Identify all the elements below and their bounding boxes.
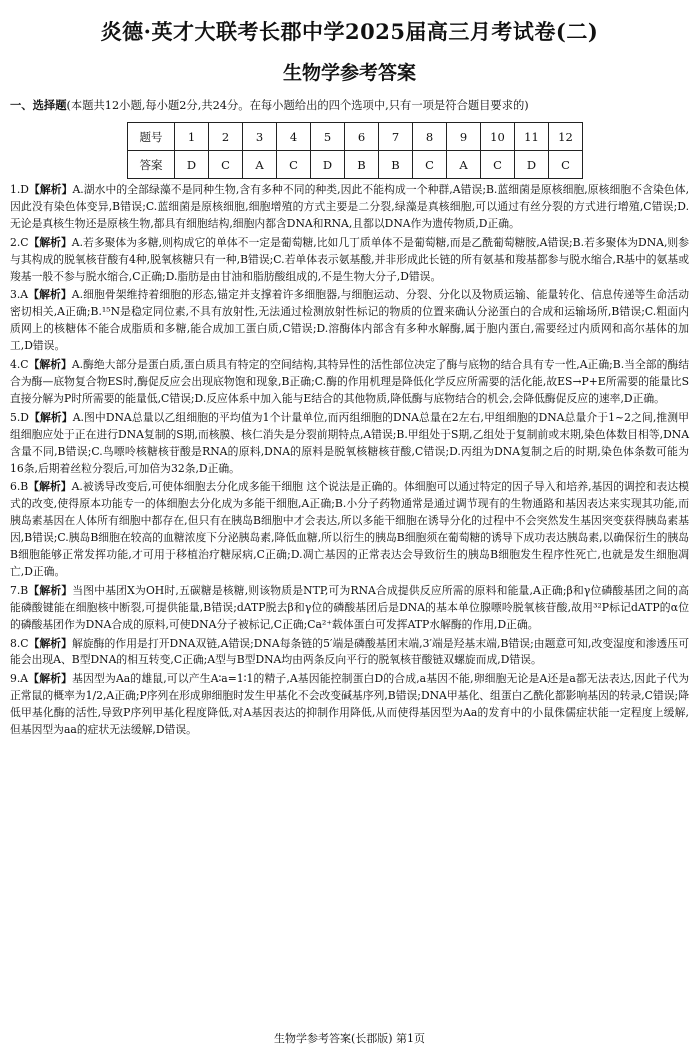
section-label: 一、选择题	[10, 99, 67, 112]
question-number: 6	[345, 123, 379, 151]
explanation-item	[10, 357, 689, 408]
item-text: 解旋酶的作用是打开DNA双链,A错误;DNA每条链的5′端是磷酸基团末端,3′端是羟基末端,B错误;由题意可知,改变湿度和渗透压可能会出现A、B型DNA的相互转变,C正确;A型与B型DNA均由两条反向平行的脱氧核苷酸链双螺旋而成,D错误。	[10, 636, 689, 667]
explanation-item	[10, 479, 689, 580]
answer-cell: D	[175, 151, 209, 179]
item-number: 3.A	[10, 288, 29, 302]
analysis-tag: 【解析】	[28, 636, 72, 650]
section-note: (本题共12小题,每小题2分,共24分。在每小题给出的四个选项中,只有一项是符合题目要求的)	[66, 99, 529, 112]
answer-cell: B	[345, 151, 379, 179]
item-text: A.细胞骨架维持着细胞的形态,锚定并支撑着许多细胞器,与细胞运动、分裂、分化以及物质运输、能量转化、信息传递等生命活动密切相关,A正确;B.¹⁵N是稳定同位素,不具有放射性,无法通过检测放射性标记的物质的位置来确认分泌蛋白的合成和运输场所,B错误;C.粗面内质网上的核糖体不能合成脂质和多糖,能合成加工蛋白质,C错误;D.溶酶体内部含有多种水解酶,属于胞内蛋白,需要经过内质网和高尔基体的加工,D错误。	[10, 288, 689, 353]
explanation-item	[10, 671, 689, 739]
item-number: 7.B	[10, 583, 29, 597]
answer-cell: D	[311, 151, 345, 179]
answer-cell: B	[379, 151, 413, 179]
item-text: 基因型为Aa的雄鼠,可以产生A∶a=1∶1的精子,A基因能控制蛋白D的合成,a基因不能,卵细胞无论是A还是a都无法表达,因此子代为正常鼠的概率为1/2,A正确;P序列在形成卵细胞时发生甲基化不会改变碱基序列,B错误;DNA甲基化、组蛋白乙酰化都影响基因的转录,C错误;降低甲基化酶的活性,导致P序列甲基化程度降低,对A基因表达的抑制作用降低,从而使得基因型为Aa的发育中的小鼠侏儒症状能一定程度上缓解,但基因型为aa的症状无法缓解,D错误。	[10, 672, 690, 737]
explanation-item	[10, 583, 689, 634]
item-text: A.被诱导改变后,可使体细胞去分化成多能干细胞 这个说法是正确的。体细胞可以通过特定的因子导入和培养,基因的调控和表达模式的改变,使得原本功能专一的体细胞去分化成为多能干细胞,A正确;B.小分子药物通常是通过调节现有的生物通路和基因表达来实现其功能,而胰岛素基因在人体所有细胞中都存在,但只有在胰岛B细胞中才会表达,所以多能干细胞在诱导分化的过程中不会突然发生基因突变获得胰岛素基因,B错误;C.胰岛B细胞在较高的血糖浓度下分泌胰岛素,降低血糖,所以衍生的胰岛B细胞须在葡萄糖的诱导下成功表达胰岛素,以确保衍生的胰岛B细胞能够正常发挥功能,才可用于移植治疗糖尿病,C正确;D.凋亡基因的正常表达会导致衍生的胰岛B细胞发生程序性死亡,也就是发生细胞凋亡,D正确。	[10, 480, 690, 578]
explanation-item	[10, 287, 689, 355]
explanation-item	[10, 182, 689, 233]
answer-cell: C	[549, 151, 583, 179]
question-number: 2	[209, 123, 243, 151]
item-number: 9.A	[10, 672, 29, 686]
analysis-tag: 【解析】	[28, 358, 72, 372]
item-number: 5.D	[10, 410, 29, 424]
question-number: 12	[549, 123, 583, 151]
section-heading	[10, 98, 690, 114]
table-row	[128, 151, 583, 179]
analysis-tag: 【解析】	[28, 672, 73, 686]
answer-cell: D	[515, 151, 549, 179]
answer-cell: C	[209, 151, 243, 179]
page-footer: 生物学参考答案(长郡版) 第1页	[273, 1032, 426, 1045]
question-number: 4	[277, 123, 311, 151]
answer-cell: A	[243, 151, 277, 179]
question-number: 11	[515, 123, 549, 151]
answer-cell: C	[481, 151, 515, 179]
explanation-item	[10, 235, 689, 286]
explanation-item	[10, 636, 689, 670]
answer-cell: C	[413, 151, 447, 179]
item-text: A.若多聚体为多糖,则构成它的单体不一定是葡萄糖,比如几丁质单体不是葡萄糖,而是乙酰葡萄糖胺,A错误;B.若多聚体为DNA,则参与其构成的脱氧核苷酸有4种,脱氧核糖只有一种,B错误;C.若单体表示氨基酸,并非形成此长链的所有氨基和羧基都参与脱水缩合,R基中的氨基或羧基一般不参与脱水缩合,C正确;D.脂肪是由甘油和脂肪酸组成的,不是生物大分子,D错误。	[10, 235, 689, 283]
item-text: 当图中基团X为OH时,五碳糖是核糖,则该物质是NTP,可为RNA合成提供反应所需的原料和能量,A正确;β和γ位磷酸基团之间的高能磷酸键能在细胞核中断裂,可提供能量,B错误;dATP脱去β和γ位的磷酸基团后是DNA的基本单位腺嘌呤脱氧核苷酸,故用³²P标记dATP的α位的磷酸基团作为DNA合成的原料,可使DNA分子被标记,C正确;Ca²⁺载体蛋白可发挥ATP水解酶的作用,D正确。	[10, 583, 690, 631]
answer-cell: C	[277, 151, 311, 179]
item-text: A.酶绝大部分是蛋白质,蛋白质具有特定的空间结构,其特异性的活性部位决定了酶与底物的结合具有专一性,A正确;B.当全部的酶结合为酶—底物复合物ES时,酶促反应会出现底物饱和现象,B正确;C.酶的作用机理是降低化学反应所需要的活化能,故ES→P+E所需要的能量比S直接分解为P时所需要的能量低,C错误;D.反应体系中加入能与E结合的其他物质,降低酶与底物结合的机会,会降低酶促反应的速率,D正确。	[10, 358, 690, 405]
question-number: 5	[311, 123, 345, 151]
page-title: 炎德·英才大联考长郡中学2025届高三月考试卷(二)	[100, 19, 599, 44]
question-number: 8	[413, 123, 447, 151]
row-label-answer: 答案	[128, 151, 175, 179]
item-number: 8.C	[10, 636, 29, 650]
question-number: 7	[379, 123, 413, 151]
item-number: 6.B	[10, 480, 29, 494]
item-number: 2.C	[10, 235, 29, 249]
question-number: 1	[175, 123, 209, 151]
explanations	[10, 182, 689, 739]
item-text: A.图中DNA总量以乙组细胞的平均值为1个计量单位,而丙组细胞的DNA总量在2左右,甲组细胞的DNA总量介于1~2之间,推测甲组细胞应处于正在进行DNA复制的S期,而核膜、核仁消失是分裂前期特点,A错误;B.甲组处于S期,乙组处于复制前或末期,染色体数目相等,DNA含量不同,B错误;C.鸟嘌呤核糖核苷酸是RNA的原料,DNA的原料是脱氧核糖核苷酸,C错误;D.丙组为DNA复制之后的时期,染色体条数可能为16条,后期着丝粒分裂后,可加倍为32条,D正确。	[10, 410, 690, 475]
item-text: A.湖水中的全部绿藻不是同种生物,含有多种不同的种类,因此不能构成一个种群,A错误;B.蓝细菌是原核细胞,原核细胞不含染色体,因此没有染色体变异,B错误;C.蓝细菌是原核细胞,细胞增殖的方式主要是二分裂,绿藻是真核细胞,可以通过有丝分裂的方式进行增殖,C错误;D.无论是真核生物还是原核生物,都具有细胞结构,细胞内都含DNA和RNA,且都以DNA作为遗传物质,D正确。	[10, 183, 690, 230]
question-number: 10	[481, 123, 515, 151]
item-number: 1.D	[10, 183, 29, 196]
question-number: 3	[243, 123, 277, 151]
page-subtitle: 生物学参考答案	[282, 62, 416, 84]
analysis-tag: 【解析】	[28, 288, 72, 302]
analysis-tag: 【解析】	[28, 410, 73, 424]
item-number: 4.C	[10, 358, 29, 372]
answer-cell: A	[447, 151, 481, 179]
answer-table	[127, 122, 583, 179]
explanation-item	[10, 410, 689, 478]
table-row	[128, 123, 583, 151]
analysis-tag: 【解析】	[28, 583, 73, 597]
row-label-number: 题号	[128, 123, 175, 151]
question-number: 9	[447, 123, 481, 151]
analysis-tag: 【解析】	[28, 183, 73, 196]
analysis-tag: 【解析】	[28, 235, 72, 249]
analysis-tag: 【解析】	[28, 480, 72, 494]
